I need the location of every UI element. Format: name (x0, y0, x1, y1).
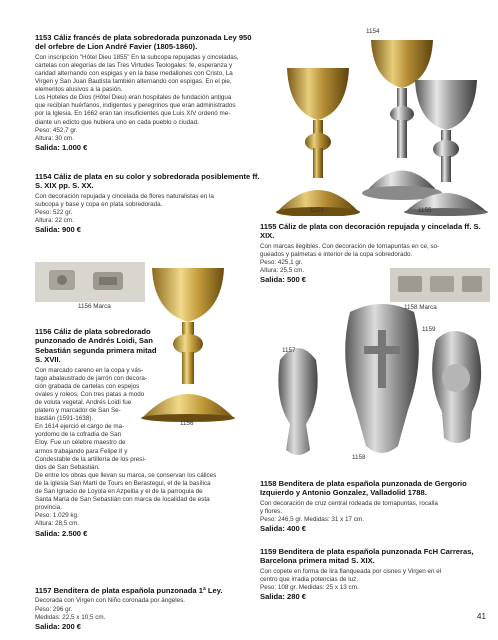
lot-1154-price: Salida: 900 € (35, 225, 82, 235)
lot-1158-weight: Peso: 246,5 gr. Medidas: 31 x 17 cm. (260, 516, 364, 523)
desc-line: Eloy. Fue un célebre maestro de (35, 439, 126, 447)
desc-line: ovales y roleos. Con tres patas a modo (35, 390, 145, 398)
lot-1156-description (35, 367, 253, 529)
lot-1157-height: Medidas: 22,5 x 10,5 cm. (35, 613, 106, 621)
page-number: 41 (477, 612, 486, 621)
lot-1155-price: Salida: 500 € (260, 275, 307, 285)
desc-line: Con marcas ilegibles. Con decoración de tornapuntas en ce, so- (260, 242, 440, 250)
desc-line: de la iglesia San Martí de Tours en Berastegui, el de la basílica (35, 479, 211, 487)
desc-line: subcopa y base y copa en plata sobredorada. (35, 200, 163, 208)
desc-line: platero y marcador de San Se- (35, 407, 121, 415)
desc-line: cartelas con alegorías de las Tres Virtudes Teologales: fe, esperanza y (35, 61, 233, 69)
lot-1154 (35, 172, 263, 234)
lot-1156 (35, 327, 253, 538)
caption-1155: 1155 (418, 207, 432, 214)
lot-1153-height: Altura: 30 cm. (35, 134, 74, 142)
desc-line: y flores. (260, 507, 283, 515)
desc-line: caridad alternando con espigas y en la base medallones con Cristo, La (35, 70, 233, 77)
lot-1154-description (35, 193, 263, 225)
lot-1153-description (35, 54, 263, 143)
lot-1158-description (260, 500, 492, 524)
caption-1158-marca: 1158 Marca (404, 304, 437, 311)
lot-1159-description (260, 568, 492, 592)
lot-1155 (260, 222, 490, 284)
desc-line: Con marcado careno en la copa y vás- (35, 366, 144, 374)
lot-1159 (260, 547, 492, 601)
desc-line: bastián (1591-1638). (35, 415, 94, 423)
lot-1155-weight: Peso: 425,1 gr. (260, 259, 303, 266)
lot-1157-price: Salida: 200 € (35, 621, 82, 631)
desc-line: elementos alusivos a la pasión. (35, 86, 123, 94)
desc-line: De entre los obras que llevan su marca, se conservan los cálices (35, 471, 217, 479)
desc-line: de voluta vegetal. Andrés Loidi fue (35, 399, 132, 406)
desc-line: Con copete en forma de lira flanqueada por cisnes y Virgen en el (260, 567, 442, 575)
desc-line: Santa María de San Sebastián con marca de localidad de esta (35, 496, 210, 504)
desc-line: provincia. (35, 504, 62, 512)
desc-line: centro que irradia potencias de luz. (260, 575, 359, 583)
lot-1159-price: Salida: 280 € (260, 592, 307, 602)
lot-1153 (35, 33, 263, 152)
desc-line: ción grabada de cartelas con espejos (35, 382, 140, 390)
lot-1159-title: 1159 Benditera de plata española punzonada FcH Carreras, Barcelona primera mitad S. XIX. (260, 547, 474, 566)
desc-line: Con decoración de cruz central rodeada de tornapuntas, rocalla (260, 499, 438, 507)
desc-line: armos trabajando para Felipe II y (35, 447, 128, 455)
caption-1156-marca: 1156 Marca (78, 303, 111, 310)
caption-1158: 1158 (352, 454, 366, 461)
lot-1155-description (260, 243, 490, 275)
lot-1157-weight: Peso: 296 gr. (35, 605, 73, 613)
lot-1158 (260, 479, 492, 533)
desc-line: Con decoración repujada y cincelada de flores naturalistas en la (35, 192, 214, 200)
lot-1158-price: Salida: 400 € (260, 524, 307, 534)
lot-1156-weight: Peso: 1.029 kg. (35, 512, 79, 520)
desc-line: En 1614 ejerció el cargo de ma- (35, 423, 125, 431)
lot-1156-price: Salida: 2.500 € (35, 528, 88, 538)
lot-1156-title: 1156 Cáliz de plata sobredorado punzonado de Andrés Loidi, San Sebastián segunda primera mitad S. XVII. (35, 327, 157, 365)
lot-1157-title: 1157 Benditera de plata española punzonada 1ª Ley. (35, 586, 223, 595)
lot-1153-weight: Peso: 452,7 gr. (35, 126, 78, 134)
desc-line: Condestable de la artillería de los presi- (35, 455, 146, 463)
caption-1153: 1153 (310, 207, 324, 214)
desc-line: dios de San Sebastián. (35, 463, 100, 471)
desc-line: yordomo de la cofradía de San (35, 431, 122, 439)
lot-1156-height: Altura: 28,5 cm. (35, 520, 80, 528)
caption-1159: 1159 (422, 326, 436, 333)
desc-line: Con inscripción "Hôtel Dieu 1855" En la subcopa repujadas y cinceladas, (35, 53, 239, 61)
lot-1157-description (35, 597, 253, 621)
lot-1155-title: 1155 Cáliz de plata con decoración repujada y cincelada ff. S. XIX. (260, 222, 481, 241)
caption-1154: 1154 (366, 28, 380, 35)
lot-1153-price: Salida: 1.000 € (35, 142, 88, 152)
desc-line: tago abalaustrado de jarrón con decora- (35, 374, 148, 382)
desc-line: Decorada con Virgen con Niño coronada por ángeles. (35, 597, 186, 605)
chalices-1153-1155-photo (265, 28, 490, 216)
lot-1154-title: 1154 Cáliz de plata en su color y sobredorada posiblemente ff. S. XIX pp. S. XX. (35, 172, 260, 191)
lot-1154-weight: Peso: 522 gr. (35, 209, 73, 216)
lot-1154-height: Altura: 22 cm. (35, 217, 74, 225)
lot-1153-title: 1153 Cáliz francés de plata sobredorada punzonada Ley 950 del orfebre de Lion André Favier (1805-1860). (35, 33, 252, 52)
lot-1158-title: 1158 Benditera de plata española punzonada de Gergorio Izquierdo y Antonio Gonzalez, Valladolid 1788. (260, 479, 467, 498)
desc-line: por la Iglesia. En 1662 eran tan insuficientes que Luis XIV ordenó me- (35, 110, 231, 118)
lot-1159-weight: Peso: 108 gr. Medidas: 25 x 13 cm. (260, 584, 359, 591)
desc-line: diante un edicto que hubiera uno en cada pueblo o ciudad. (35, 118, 199, 126)
holy-water-fonts-photo (258, 300, 493, 470)
desc-line: Los Hoteles de Dios (Hôtel Dieu) eran hospitales de fundación antigua (35, 94, 232, 102)
desc-line: que recibían huérfanos, indigentes y peregrinos que eran administrados (35, 102, 236, 110)
desc-line: gueados y palmetas e interior de la copa sobredorado. (260, 250, 413, 258)
caption-1157: 1157 (282, 347, 296, 354)
caption-1156: 1156 (180, 420, 194, 427)
lot-1155-height: Altura: 25,5 cm. (260, 267, 305, 275)
desc-line: de San Ignacio de Loyola en Azpeitia y el de la parroquia de (35, 488, 203, 496)
desc-line: Virgen y San Juan Bautista también alternando con espigas. En el pie, (35, 78, 232, 86)
lot-1157 (35, 586, 253, 631)
